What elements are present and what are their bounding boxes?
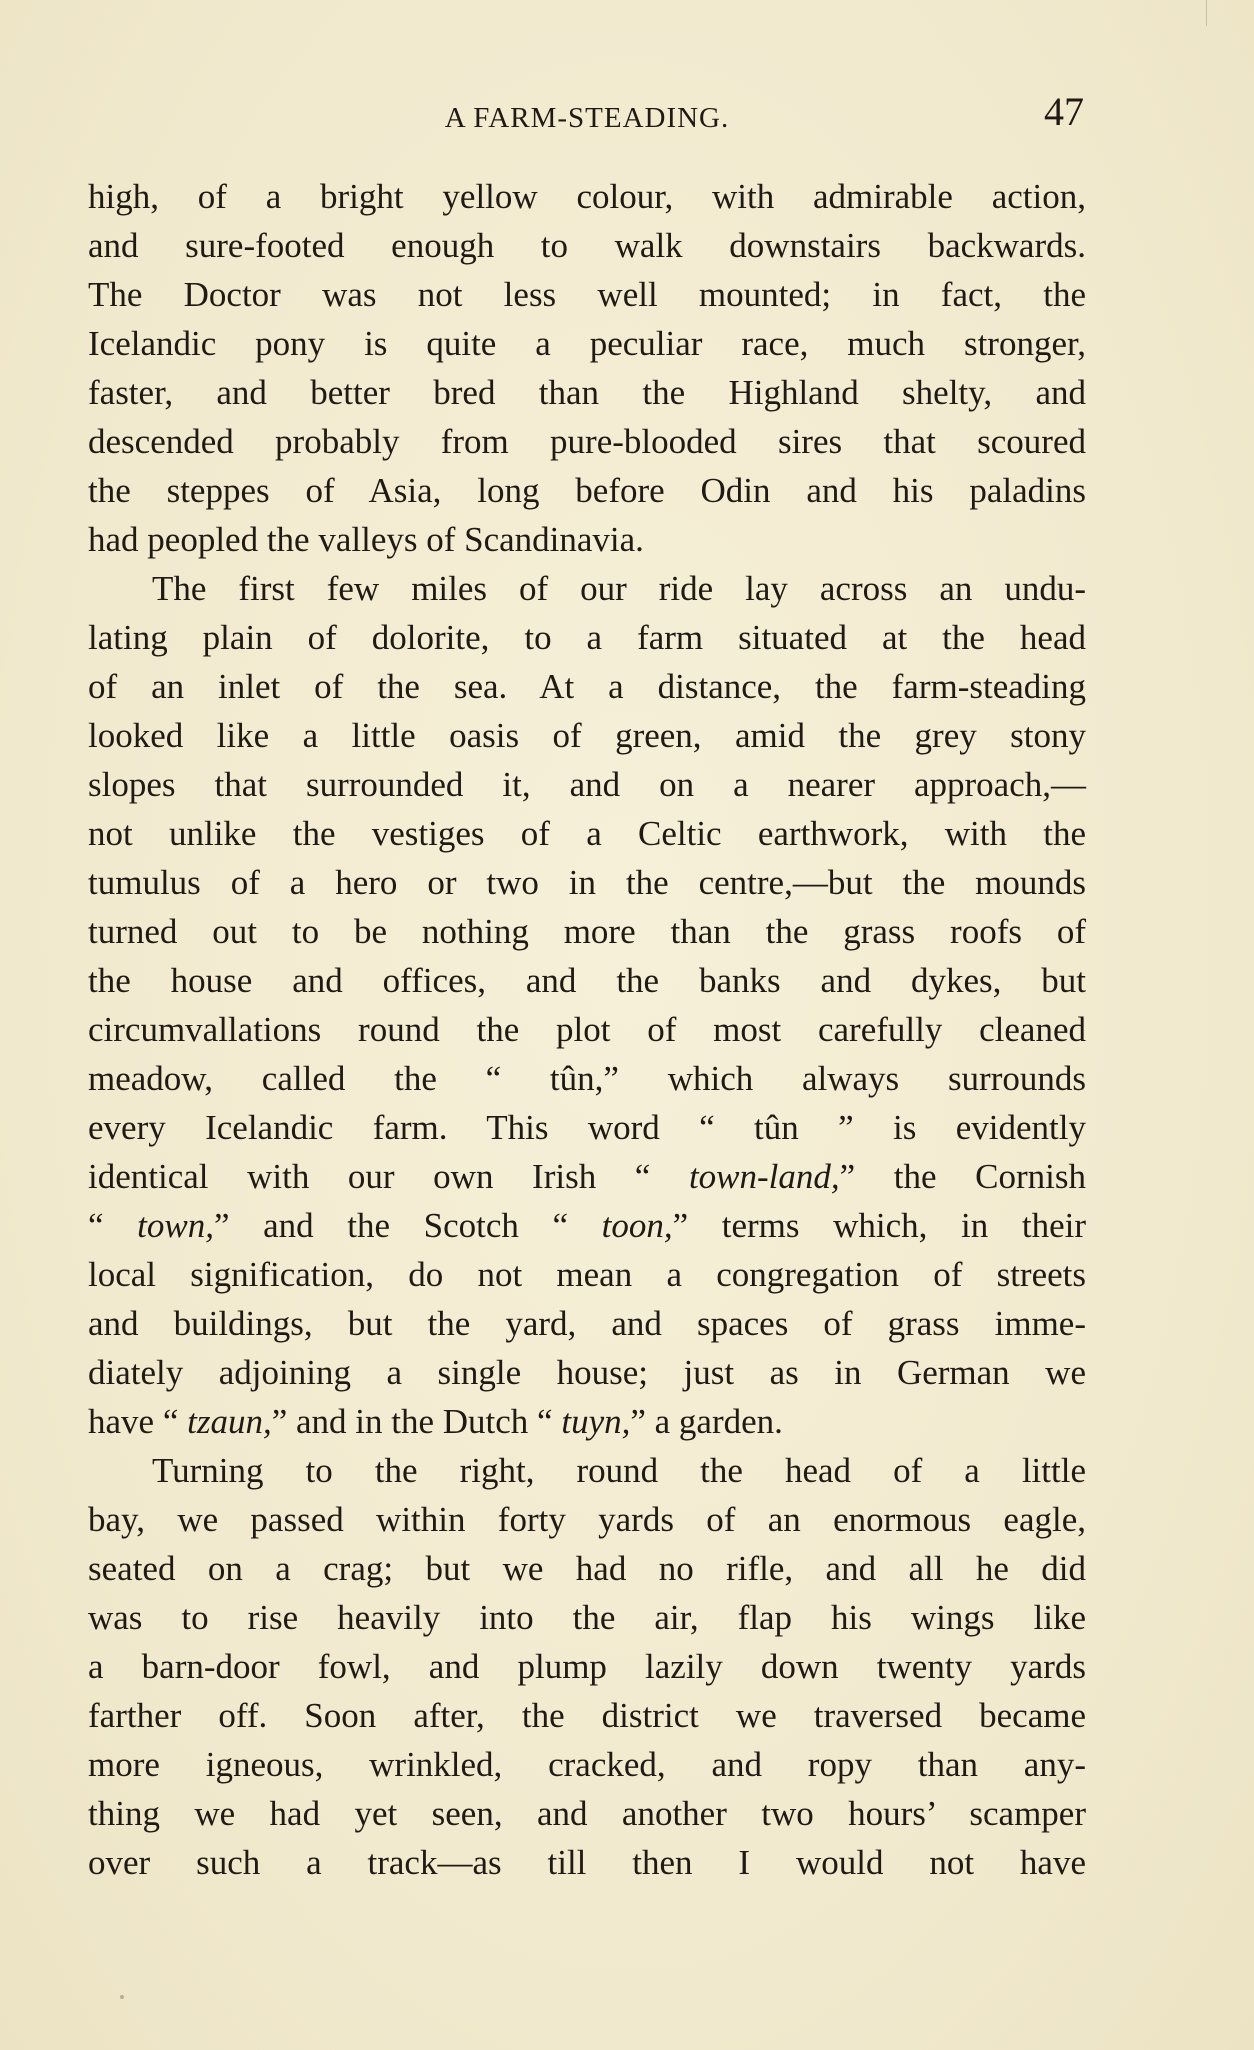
text-line: of an inlet of the sea. At a distance, the farm-steading bbox=[88, 667, 1086, 706]
text-line: looked like a little oasis of green, amid the grey stony bbox=[88, 716, 1086, 755]
text-line: seated on a crag; but we had no rifle, and all he did bbox=[88, 1549, 1086, 1588]
text-line bbox=[88, 1201, 1086, 1250]
text-line: lating plain of dolorite, to a farm situated at the head bbox=[88, 618, 1086, 657]
text-line: descended probably from pure-blooded sires that scoured bbox=[88, 422, 1086, 461]
text-line: bay, we passed within forty yards of an enormous eagle, bbox=[88, 1500, 1086, 1539]
text-line: every Icelandic farm. This word “ tûn ” is evidently bbox=[88, 1108, 1086, 1147]
text-line: Icelandic pony is quite a peculiar race, much stronger, bbox=[88, 324, 1086, 363]
scan-edge-mark bbox=[1206, 0, 1207, 26]
text-line: a barn-door fowl, and plump lazily down twenty yards bbox=[88, 1647, 1086, 1686]
text-line: high, of a bright yellow colour, with admirable action, bbox=[88, 177, 1086, 216]
text-line: had peopled the valleys of Scandinavia. bbox=[88, 520, 644, 559]
text-line: tumulus of a hero or two in the centre,—but the mounds bbox=[88, 863, 1086, 902]
text-line: circumvallations round the plot of most carefully cleaned bbox=[88, 1010, 1086, 1049]
paragraph-start-line: The first few miles of our ride lay across an undu- bbox=[152, 569, 1086, 608]
text-line: slopes that surrounded it, and on a nearer approach,— bbox=[88, 765, 1086, 804]
text-line: more igneous, wrinkled, cracked, and ropy than any- bbox=[88, 1745, 1086, 1784]
text-line: meadow, called the “ tûn,” which always surrounds bbox=[88, 1059, 1086, 1098]
body-text bbox=[88, 172, 1086, 1887]
text-line: and sure-footed enough to walk downstairs backwards. bbox=[88, 226, 1086, 265]
text-run: “ bbox=[88, 1206, 138, 1245]
italic-term: town-land, bbox=[688, 1157, 840, 1196]
text-run: ” and in the Dutch “ bbox=[271, 1402, 562, 1441]
text-line: and buildings, but the yard, and spaces of grass imme- bbox=[88, 1304, 1086, 1343]
text-line: The Doctor was not less well mounted; in fact, the bbox=[88, 275, 1086, 314]
running-header bbox=[90, 89, 1084, 152]
text-line: was to rise heavily into the air, flap his wings like bbox=[88, 1598, 1086, 1637]
italic-term: tuyn, bbox=[561, 1402, 631, 1441]
text-line: farther off. Soon after, the district we traversed became bbox=[88, 1696, 1086, 1735]
text-run: ” the Cornish bbox=[839, 1157, 1086, 1196]
italic-term: tzaun, bbox=[187, 1402, 272, 1441]
text-run: have “ bbox=[88, 1402, 188, 1441]
text-line: the steppes of Asia, long before Odin and his paladins bbox=[88, 471, 1086, 510]
text-line: the house and offices, and the banks and dykes, but bbox=[88, 961, 1086, 1000]
text-line: thing we had yet seen, and another two hours’ scamper bbox=[88, 1794, 1086, 1833]
text-line: diately adjoining a single house; just as in German we bbox=[88, 1353, 1086, 1392]
text-line bbox=[88, 1152, 1086, 1201]
text-run: ” and the Scotch “ bbox=[213, 1206, 602, 1245]
chapter-running-title: A FARM-STEADING. bbox=[444, 102, 730, 134]
scan-speck bbox=[120, 1995, 124, 1999]
text-line: over such a track—as till then I would not have bbox=[88, 1843, 1086, 1882]
text-line: faster, and better bred than the Highland shelty, and bbox=[88, 373, 1086, 412]
text-line: not unlike the vestiges of a Celtic earthwork, with the bbox=[88, 814, 1086, 853]
paragraph-start-line: Turning to the right, round the head of a little bbox=[152, 1451, 1086, 1490]
text-run: identical with our own Irish “ bbox=[88, 1157, 689, 1196]
text-run: ” a garden. bbox=[630, 1402, 783, 1441]
text-line: turned out to be nothing more than the grass roofs of bbox=[88, 912, 1086, 951]
italic-term: toon, bbox=[601, 1206, 673, 1245]
text-run: ” terms which, in their bbox=[672, 1206, 1086, 1245]
page-number: 47 bbox=[1044, 89, 1084, 134]
text-line bbox=[88, 1397, 1086, 1446]
italic-term: town, bbox=[137, 1206, 214, 1245]
text-line: local signification, do not mean a congregation of streets bbox=[88, 1255, 1086, 1294]
